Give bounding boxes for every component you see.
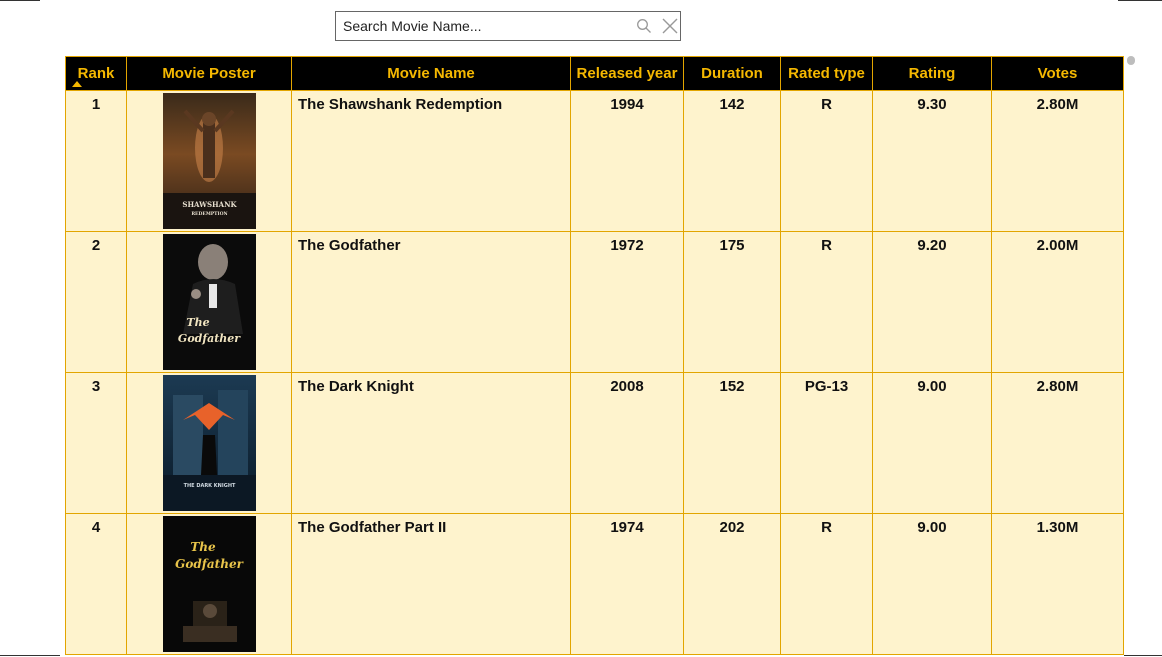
svg-text:Godfather: Godfather <box>177 332 240 345</box>
movie-name-cell: The Godfather <box>292 232 571 373</box>
scrollbar-thumb[interactable] <box>1127 56 1135 65</box>
window-bottom-edge-left <box>0 655 60 656</box>
poster-image <box>163 516 256 652</box>
table-row <box>66 91 1124 232</box>
rank-cell: 1 <box>66 91 127 232</box>
movie-name-cell: The Shawshank Redemption <box>292 91 571 232</box>
window-bottom-edge-right <box>1124 655 1162 656</box>
poster-cell <box>127 232 292 373</box>
year-cell: 1994 <box>571 91 684 232</box>
movie-name-cell: The Dark Knight <box>292 373 571 514</box>
svg-text:SHAWSHANK: SHAWSHANK <box>181 200 237 209</box>
header-poster[interactable]: Movie Poster <box>127 57 292 91</box>
year-cell: 1974 <box>571 514 684 655</box>
svg-text:The: The <box>189 540 216 554</box>
svg-text:REDEMPTION: REDEMPTION <box>190 212 228 217</box>
sort-ascending-icon <box>72 81 82 87</box>
votes-cell: 2.00M <box>992 232 1124 373</box>
close-icon[interactable] <box>662 18 678 34</box>
search-icon[interactable] <box>636 18 652 34</box>
table-row <box>66 232 1124 373</box>
poster-cell <box>127 91 292 232</box>
year-cell: 2008 <box>571 373 684 514</box>
rated-cell: R <box>781 91 873 232</box>
header-duration[interactable]: Duration <box>684 57 781 91</box>
votes-cell: 2.80M <box>992 91 1124 232</box>
movies-table <box>65 56 1124 655</box>
svg-text:The: The <box>185 316 210 329</box>
rank-cell: 4 <box>66 514 127 655</box>
rated-cell: PG-13 <box>781 373 873 514</box>
rated-cell: R <box>781 232 873 373</box>
poster-image <box>163 93 256 229</box>
movie-name-cell: The Godfather Part II <box>292 514 571 655</box>
header-votes[interactable]: Votes <box>992 57 1124 91</box>
votes-cell: 2.80M <box>992 373 1124 514</box>
search-input[interactable] <box>336 12 633 40</box>
table-row <box>66 373 1124 514</box>
duration-cell: 202 <box>684 514 781 655</box>
table-header-row <box>66 57 1124 91</box>
search-box[interactable] <box>335 11 681 41</box>
duration-cell: 175 <box>684 232 781 373</box>
window-top-edge <box>0 0 1162 2</box>
svg-text:THE DARK KNIGHT: THE DARK KNIGHT <box>183 483 235 489</box>
rating-cell: 9.00 <box>873 373 992 514</box>
year-cell: 1972 <box>571 232 684 373</box>
rating-cell: 9.20 <box>873 232 992 373</box>
svg-text:Godfather: Godfather <box>174 557 243 571</box>
rating-cell: 9.00 <box>873 514 992 655</box>
duration-cell: 152 <box>684 373 781 514</box>
rank-cell: 3 <box>66 373 127 514</box>
rank-cell: 2 <box>66 232 127 373</box>
duration-cell: 142 <box>684 91 781 232</box>
header-year[interactable]: Released year <box>571 57 684 91</box>
poster-cell <box>127 514 292 655</box>
poster-image <box>163 375 256 511</box>
poster-image <box>163 234 256 370</box>
header-rank[interactable]: Rank <box>66 57 127 91</box>
rated-cell: R <box>781 514 873 655</box>
header-rating[interactable]: Rating <box>873 57 992 91</box>
header-name[interactable]: Movie Name <box>292 57 571 91</box>
poster-cell <box>127 373 292 514</box>
rating-cell: 9.30 <box>873 91 992 232</box>
header-rated[interactable]: Rated type <box>781 57 873 91</box>
table-row <box>66 514 1124 655</box>
votes-cell: 1.30M <box>992 514 1124 655</box>
